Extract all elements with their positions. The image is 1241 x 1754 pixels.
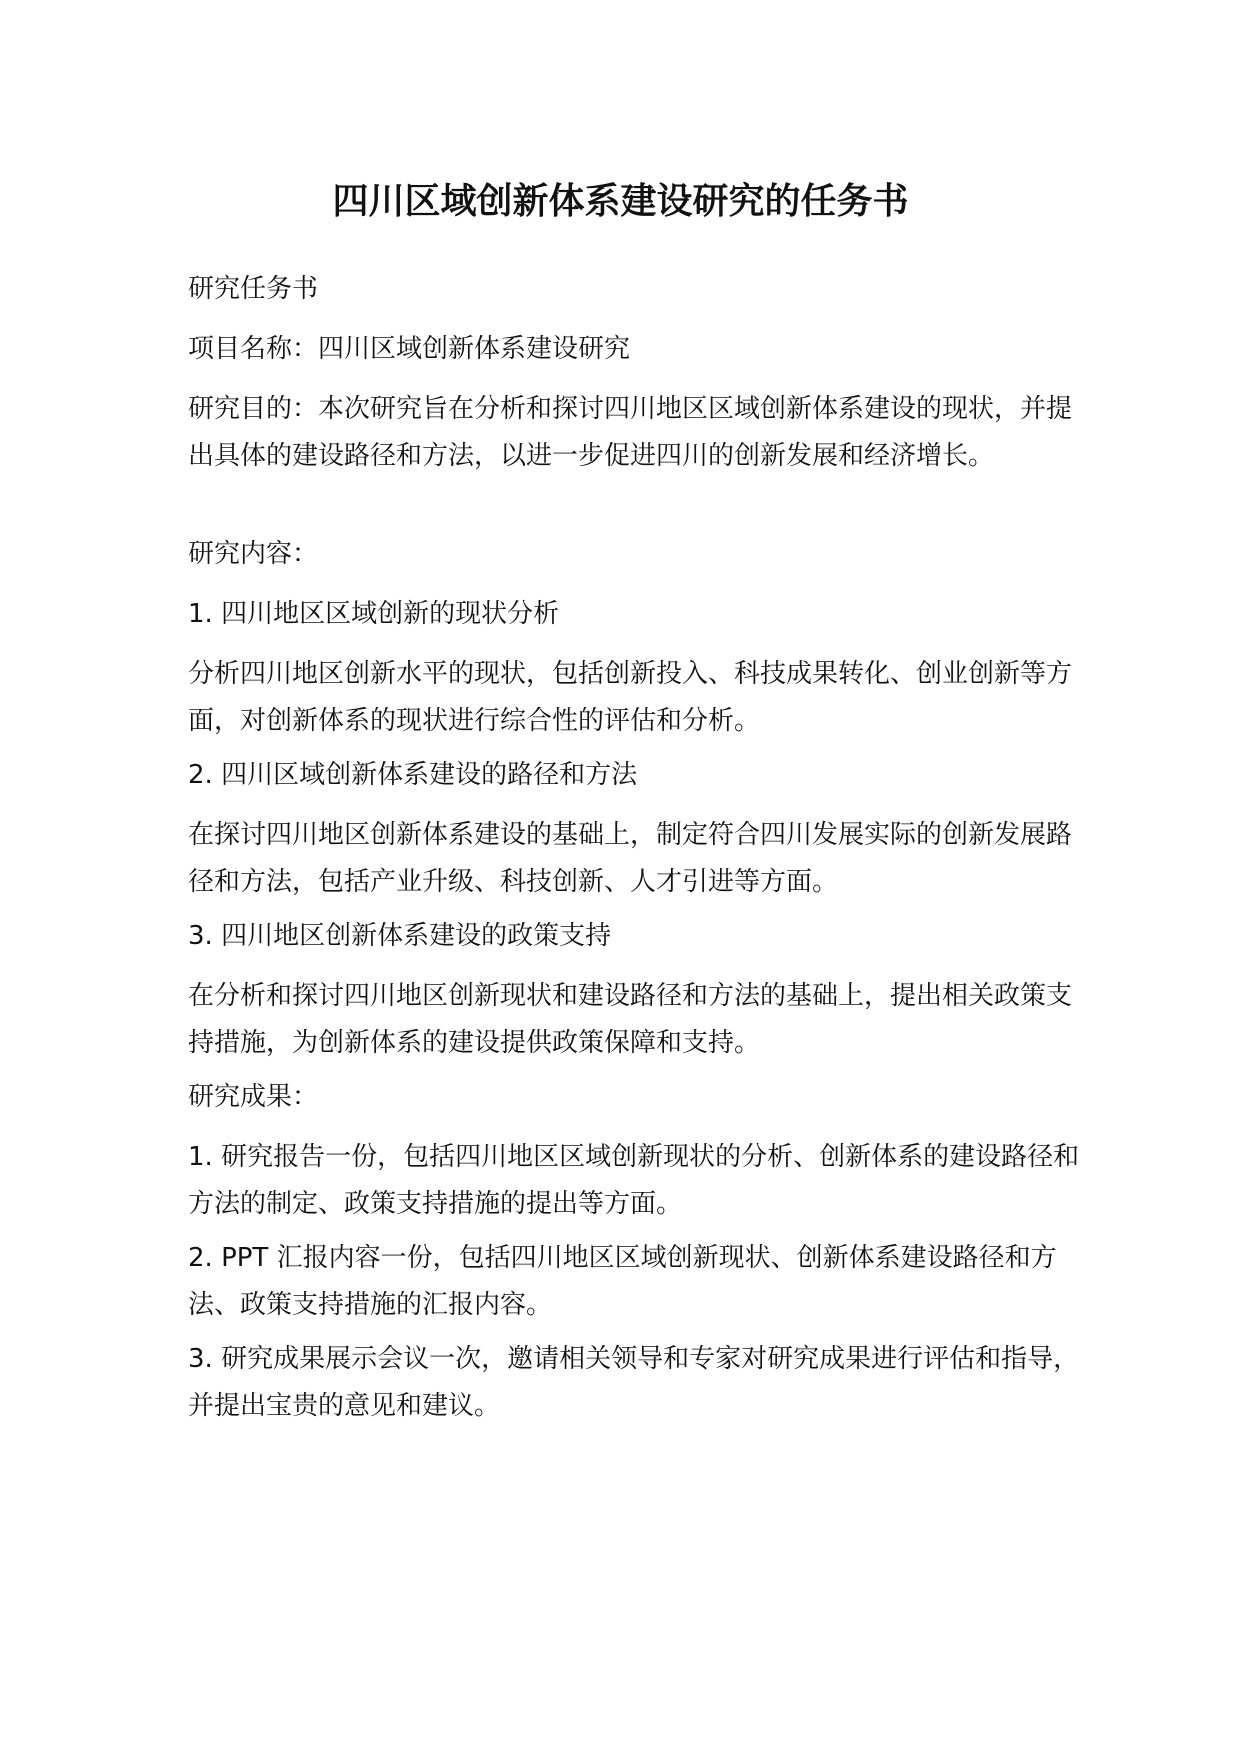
paragraph-purpose: 研究目的：本次研究旨在分析和探讨四川地区区域创新体系建设的现状，并提出具体的建设路径和方法，以进一步促进四川的创新发展和经济增长。 bbox=[188, 394, 1073, 471]
content-item-3-body: 在分析和探讨四川地区创新现状和建设路径和方法的基础上，提出相关政策支持措施，为创新体系的建设提供政策保障和支持。 bbox=[188, 981, 1073, 1058]
document-title: 四川区域创新体系建设研究的任务书 bbox=[332, 181, 909, 222]
heading-results: 研究成果： bbox=[188, 1082, 319, 1112]
result-item-1: 1. 研究报告一份，包括四川地区区域创新现状的分析、创新体系的建设路径和方法的制定、政策支持措施的提出等方面。 bbox=[188, 1142, 1080, 1219]
paragraph-project-name: 项目名称：四川区域创新体系建设研究 bbox=[188, 334, 631, 364]
content-item-2-heading: 2. 四川区域创新体系建设的路径和方法 bbox=[188, 760, 638, 790]
content-item-1-heading: 1. 四川地区区域创新的现状分析 bbox=[188, 599, 560, 629]
paragraph-doc-type: 研究任务书 bbox=[188, 274, 319, 304]
heading-content: 研究内容： bbox=[188, 539, 319, 569]
result-item-2: 2. PPT 汇报内容一份，包括四川地区区域创新现状、创新体系建设路径和方法、政策支持措施的汇报内容。 bbox=[188, 1243, 1057, 1320]
result-item-3: 3. 研究成果展示会议一次，邀请相关领导和专家对研究成果进行评估和指导，并提出宝贵的意见和建议。 bbox=[188, 1344, 1080, 1421]
content-item-3-heading: 3. 四川地区创新体系建设的政策支持 bbox=[188, 921, 612, 951]
content-item-1-body: 分析四川地区创新水平的现状，包括创新投入、科技成果转化、创业创新等方面，对创新体系的现状进行综合性的评估和分析。 bbox=[188, 659, 1073, 736]
content-item-2-body: 在探讨四川地区创新体系建设的基础上，制定符合四川发展实际的创新发展路径和方法，包括产业升级、科技创新、人才引进等方面。 bbox=[188, 820, 1073, 897]
